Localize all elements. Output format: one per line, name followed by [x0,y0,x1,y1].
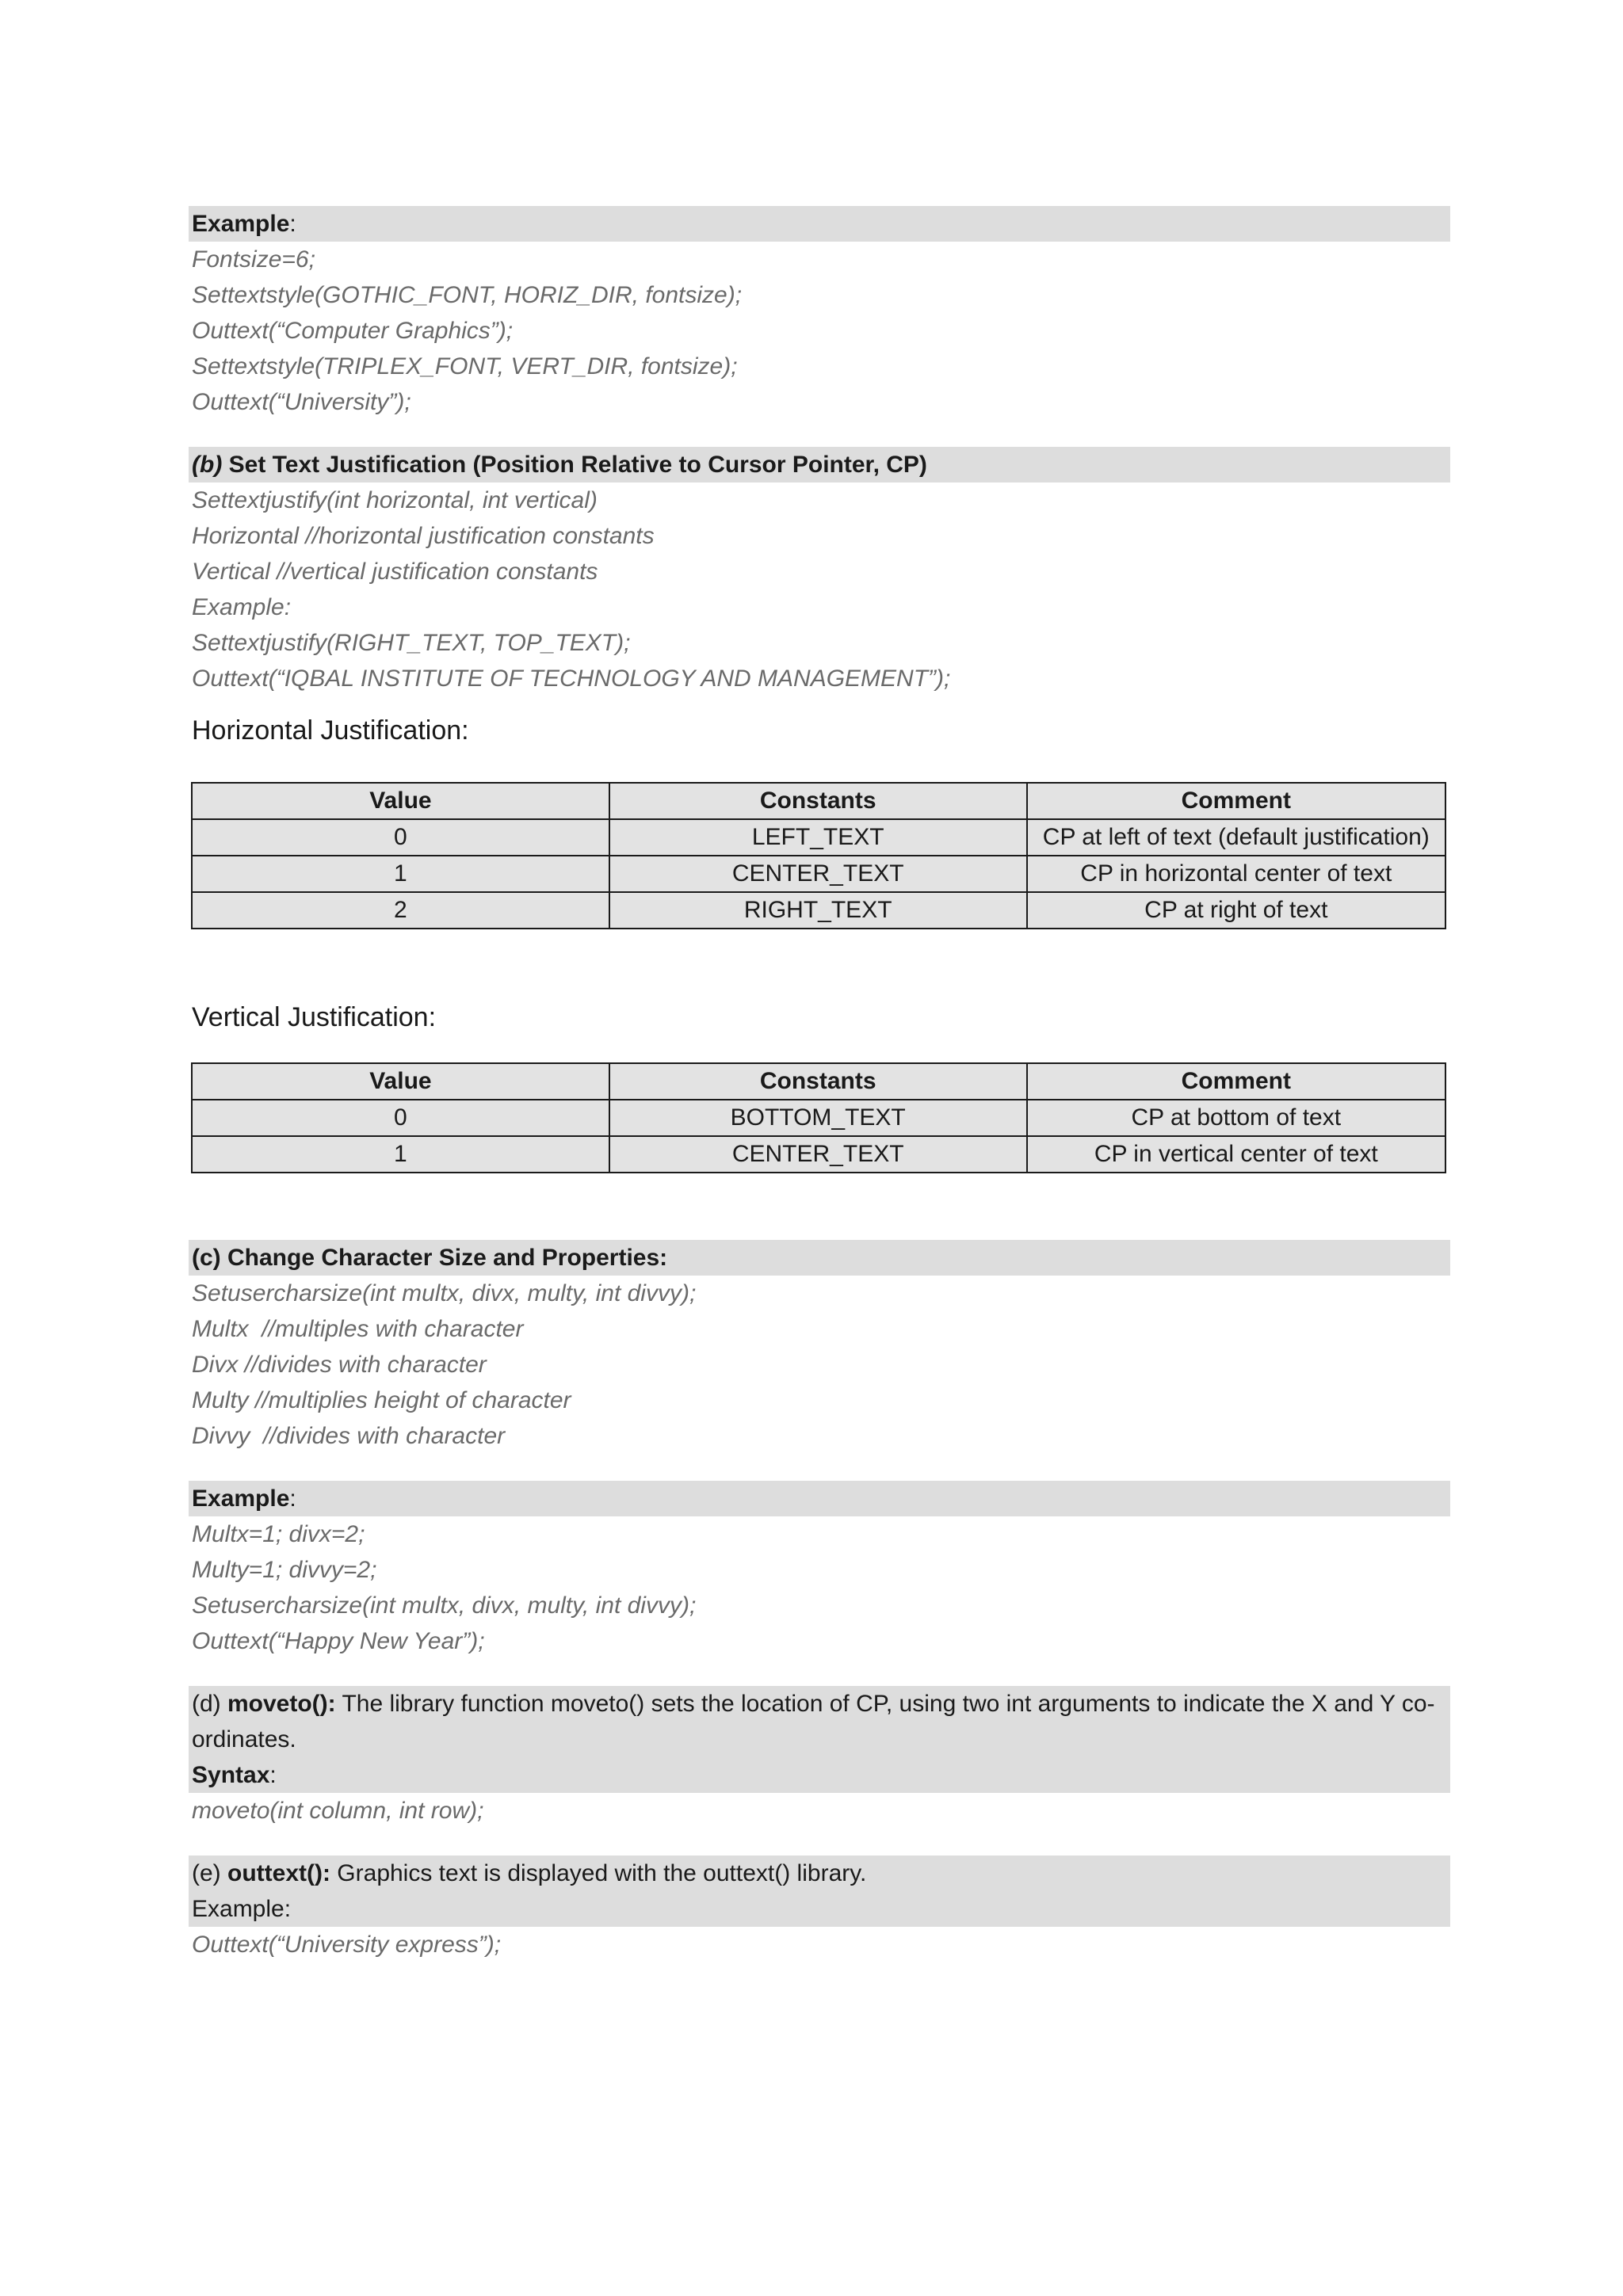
code-line: Multx=1; divx=2; [192,1521,365,1547]
table-header-row [192,1063,1445,1100]
section-c-header [189,1240,1450,1276]
table-cell: LEFT_TEXT [609,819,1027,856]
column-header: Value [192,783,609,819]
table-cell: CP at right of text [1027,892,1445,929]
column-header: Constants [609,1063,1027,1100]
example-header [189,1481,1450,1516]
table-row [192,892,1445,929]
column-header: Constants [609,783,1027,819]
table-cell: CP in horizontal center of text [1027,856,1445,892]
table-cell: 1 [192,856,609,892]
section-c-title: (c) Change Character Size and Properties: [192,1245,668,1271]
example-colon: : [289,1486,296,1512]
code-line: Outtext(“University”); [192,389,411,415]
code-line: Settextstyle(TRIPLEX_FONT, VERT_DIR, fontsize); [192,353,738,379]
code-line: Setusercharsize(int multx, divx, multy, int divvy); [192,1592,697,1619]
section-d-text: The library function moveto() sets the location of CP, using two int arguments to indicate the X and Y co-ordinates. [192,1691,1435,1753]
section-e-prefix: (e) [192,1860,227,1886]
section-b-prefix: (b) [192,452,223,478]
code-line: Outtext(“Happy New Year”); [192,1628,485,1654]
code-line: Divvy //divides with character [192,1423,506,1449]
example-label: Example [192,211,290,237]
vertical-justification-heading: Vertical Justification: [192,1002,437,1032]
code-line: Horizontal //horizontal justification constants [192,523,655,549]
table-cell: CP in vertical center of text [1027,1136,1445,1173]
code-line: Outtext(“Computer Graphics”); [192,318,514,344]
code-line: Fontsize=6; [192,246,315,273]
horizontal-justification-table [191,782,1446,929]
horizontal-justification-heading: Horizontal Justification: [192,715,469,746]
code-line: Multy //multiplies height of character [192,1387,571,1413]
vertical-justification-table [191,1062,1446,1173]
code-line: Settextjustify(int horizontal, int vertical) [192,487,598,513]
table-cell: 0 [192,1100,609,1136]
section-d-block [189,1686,1450,1793]
code-line: Settextstyle(GOTHIC_FONT, HORIZ_DIR, fontsize); [192,282,743,308]
table-cell: CP at bottom of text [1027,1100,1445,1136]
section-e-block [189,1855,1450,1927]
code-line: Outtext(“IQBAL INSTITUTE OF TECHNOLOGY AND MANAGEMENT”); [192,666,951,692]
table-cell: 2 [192,892,609,929]
table-cell: CENTER_TEXT [609,856,1027,892]
section-e-function: outtext(): [227,1860,330,1886]
table-row [192,1136,1445,1173]
example-label: Example: [192,1896,292,1922]
code-line: Setusercharsize(int multx, divx, multy, int divvy); [192,1280,697,1306]
example-label: Example [192,1486,290,1512]
section-b-title: Set Text Justification (Position Relative to Cursor Pointer, CP) [222,452,927,478]
code-line: moveto(int column, int row); [192,1798,484,1824]
table-cell: CP at left of text (default justification) [1027,819,1445,856]
syntax-label: Syntax [192,1762,270,1788]
table-row [192,1100,1445,1136]
column-header: Value [192,1063,609,1100]
section-d-function: moveto(): [227,1691,336,1717]
example-colon: : [289,211,296,237]
table-cell: BOTTOM_TEXT [609,1100,1027,1136]
table-header-row [192,783,1445,819]
section-e-text: Graphics text is displayed with the outtext() library. [330,1860,867,1886]
document-page [189,206,1450,1962]
table-cell: RIGHT_TEXT [609,892,1027,929]
code-line: Example: [192,594,292,620]
column-header: Comment [1027,1063,1445,1100]
example-header [189,206,1450,242]
code-line: Multx //multiples with character [192,1316,524,1342]
code-line: Settextjustify(RIGHT_TEXT, TOP_TEXT); [192,630,631,656]
section-d-prefix: (d) [192,1691,227,1717]
code-line: Vertical //vertical justification constants [192,559,598,585]
code-line: Divx //divides with character [192,1352,487,1378]
section-b-header [189,447,1450,482]
code-line: Outtext(“University express”); [192,1932,502,1958]
table-cell: 0 [192,819,609,856]
table-row [192,819,1445,856]
table-cell: CENTER_TEXT [609,1136,1027,1173]
column-header: Comment [1027,783,1445,819]
code-line: Multy=1; divvy=2; [192,1557,377,1583]
syntax-colon: : [269,1762,277,1788]
table-cell: 1 [192,1136,609,1173]
table-row [192,856,1445,892]
